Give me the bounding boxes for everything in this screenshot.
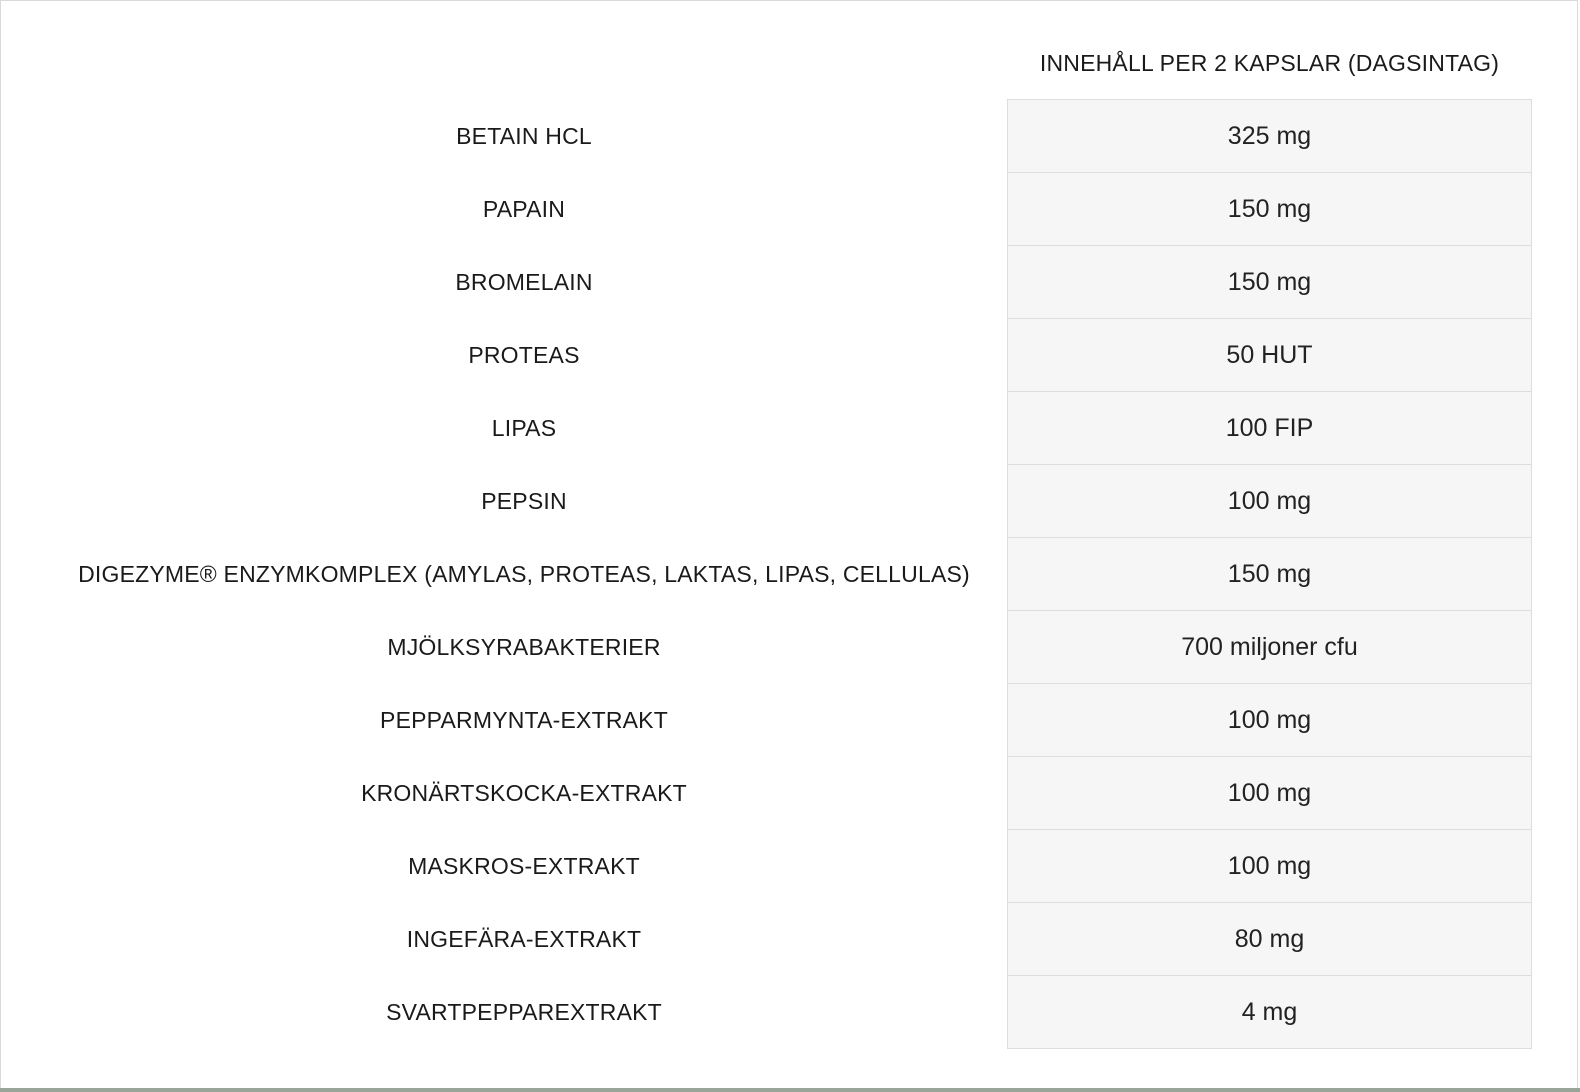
ingredient-name: INGEFÄRA-EXTRAKT bbox=[406, 925, 642, 952]
ingredient-name: PAPAIN bbox=[482, 195, 566, 222]
ingredient-name: PEPSIN bbox=[481, 487, 567, 514]
ingredient-name: BETAIN HCL bbox=[456, 122, 592, 149]
ingredient-amount: 80 mg bbox=[1008, 903, 1532, 976]
table-row bbox=[41, 611, 1532, 684]
nutrition-table bbox=[41, 27, 1532, 1049]
ingredient-amount: 100 mg bbox=[1008, 830, 1532, 903]
ingredient-amount: 100 mg bbox=[1008, 684, 1532, 757]
ingredient-amount: 150 mg bbox=[1008, 246, 1532, 319]
ingredient-amount: 100 FIP bbox=[1008, 392, 1532, 465]
table-row bbox=[41, 830, 1532, 903]
table-header-row bbox=[41, 27, 1532, 100]
ingredient-name: DIGEZYME® ENZYMKOMPLEX (AMYLAS, PROTEAS, LAKTAS, LIPAS, CELLULAS) bbox=[78, 560, 970, 587]
ingredient-amount: 100 mg bbox=[1008, 757, 1532, 830]
ingredient-name: LIPAS bbox=[491, 414, 557, 441]
ingredient-name: KRONÄRTSKOCKA-EXTRAKT bbox=[361, 779, 687, 806]
table-row bbox=[41, 976, 1532, 1049]
table-row bbox=[41, 100, 1532, 173]
ingredient-amount: 50 HUT bbox=[1008, 319, 1532, 392]
content-column-header: INNEHÅLL PER 2 KAPSLAR (DAGSINTAG) bbox=[1039, 49, 1500, 76]
ingredient-amount: 4 mg bbox=[1008, 976, 1532, 1049]
table-row bbox=[41, 246, 1532, 319]
table-row bbox=[41, 903, 1532, 976]
ingredient-amount: 700 miljoner cfu bbox=[1008, 611, 1532, 684]
ingredient-name: MJÖLKSYRABAKTERIER bbox=[387, 633, 661, 660]
ingredient-name: PROTEAS bbox=[468, 341, 580, 368]
table-header bbox=[41, 27, 1532, 100]
ingredient-name: PEPPARMYNTA-EXTRAKT bbox=[380, 706, 668, 733]
ingredient-name: BROMELAIN bbox=[455, 268, 593, 295]
table-row bbox=[41, 465, 1532, 538]
table-row bbox=[41, 538, 1532, 611]
ingredient-amount: 325 mg bbox=[1008, 100, 1532, 173]
table-row bbox=[41, 684, 1532, 757]
bottom-border-strip bbox=[0, 1088, 1580, 1092]
table-row bbox=[41, 757, 1532, 830]
ingredient-amount: 150 mg bbox=[1008, 538, 1532, 611]
ingredient-column-header bbox=[41, 27, 1008, 100]
table-row bbox=[41, 392, 1532, 465]
ingredient-name: MASKROS-EXTRAKT bbox=[408, 852, 640, 879]
table-row bbox=[41, 173, 1532, 246]
ingredient-name: SVARTPEPPAREXTRAKT bbox=[386, 998, 662, 1025]
ingredient-amount: 100 mg bbox=[1008, 465, 1532, 538]
table-row bbox=[41, 319, 1532, 392]
table-body bbox=[41, 100, 1532, 1049]
ingredient-amount: 150 mg bbox=[1008, 173, 1532, 246]
